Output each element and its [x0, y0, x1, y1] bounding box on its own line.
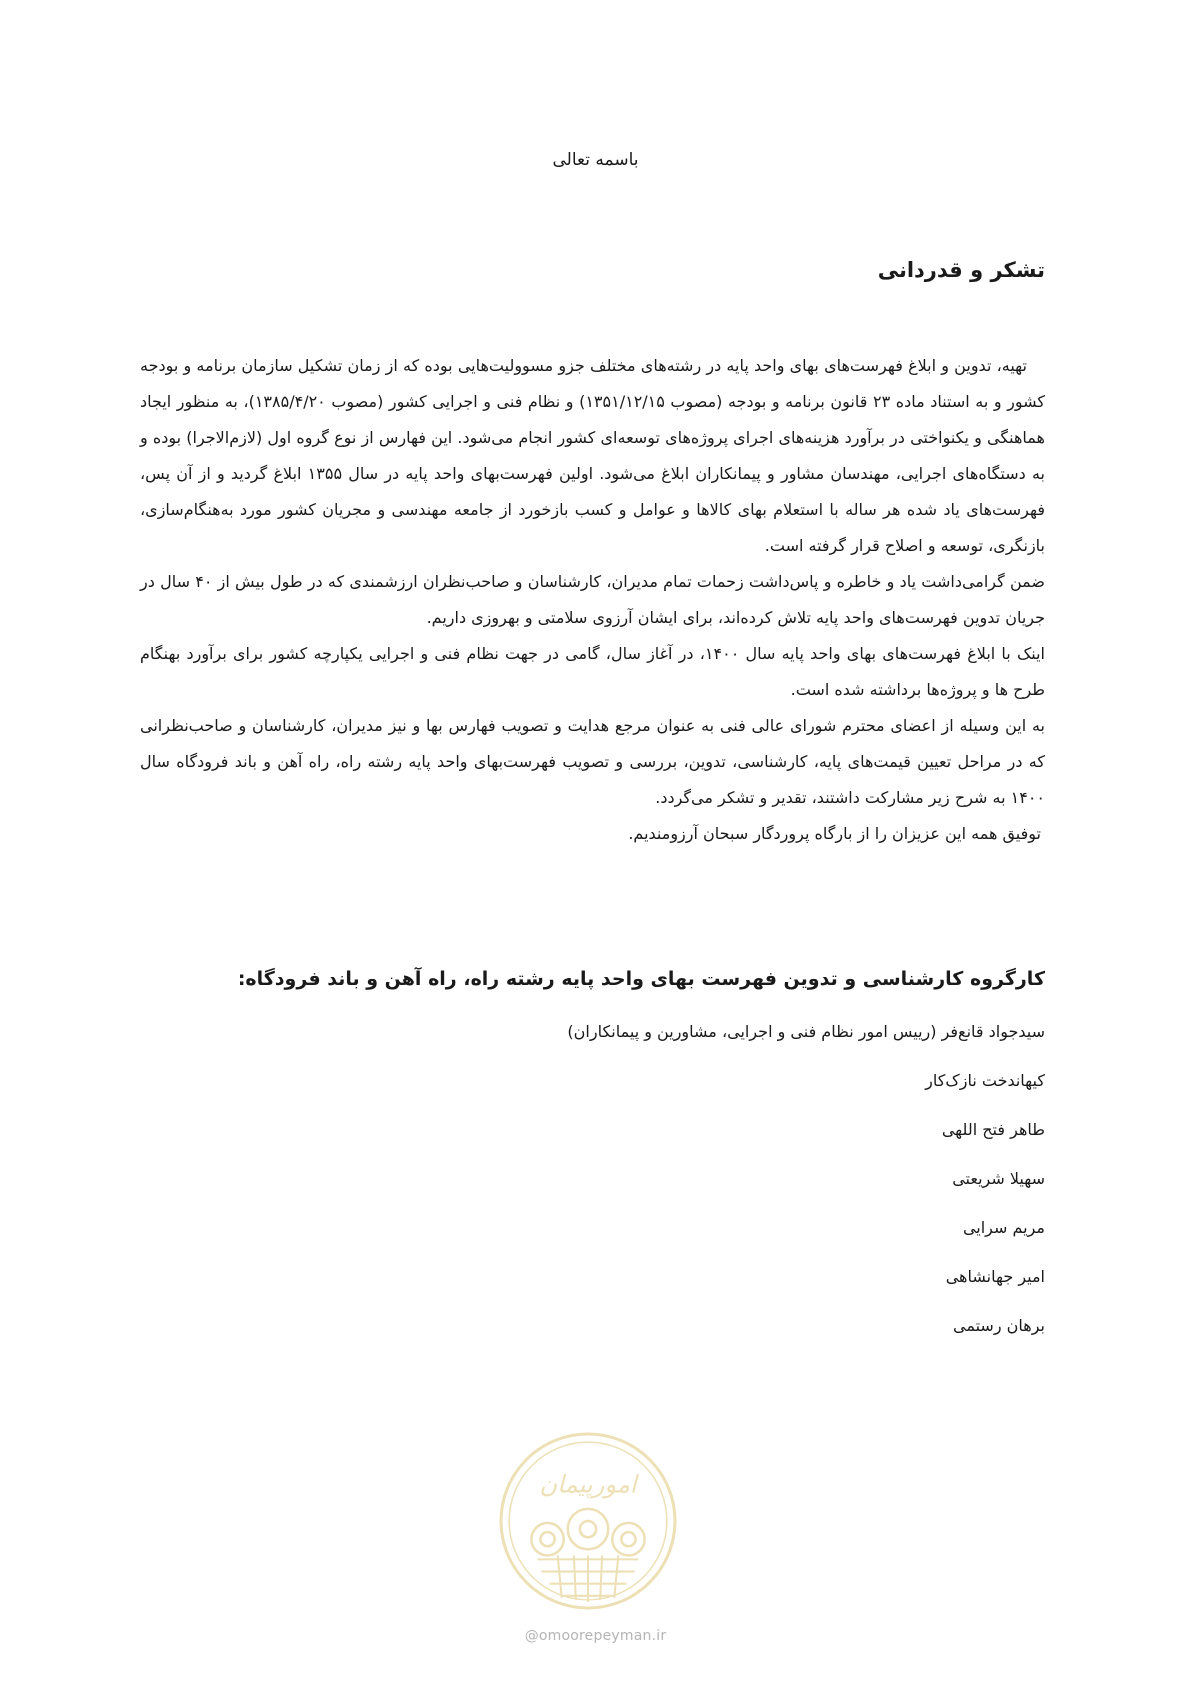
- grid-icon: [537, 1555, 638, 1602]
- member-item: امیر جهانشاهی: [945, 1267, 1045, 1286]
- acknowledgement-body: [140, 348, 1045, 852]
- paragraph-commemoration: ضمن گرامی‌داشت یاد و خاطره و پاس‌داشت زحمات تمام مدیران، کارشناسان و صاحب‌نظران ارزشمندی که در طول بیش از ۴۰ سال در جریان تدوین فهرست‌های واحد پایه تلاش کرده‌اند، برای ایشان آرزوی سلامتی و بهروزی داریم.: [140, 572, 1045, 627]
- member-item: برهان رستمی: [953, 1316, 1045, 1335]
- bismillah: باسمه تعالی: [552, 150, 639, 170]
- paragraph-announcement: اینک با ابلاغ فهرست‌های بهای واحد پایه سال ۱۴۰۰، در آغاز سال، گامی در جهت نظام فنی و اجرایی یکپارچه کشور برای برآورد بهنگام طرح ها و پروژه‌ها برداشته شده است.: [140, 644, 1045, 699]
- member-item: طاهر فتح اللهی: [941, 1120, 1045, 1139]
- paragraph-closing: توفیق همه این عزیزان را از بارگاه پروردگار سبحان آرزومندیم.: [628, 824, 1041, 843]
- omoore-peyman-logo: [497, 1430, 679, 1612]
- logo-text: امورپیمان: [539, 1469, 637, 1499]
- working-group-title: کارگروه کارشناسی و تدوین فهرست بهای واحد پایه رشته راه، راه آهن و باند فرودگاه:: [237, 968, 1045, 990]
- working-group-members: [567, 1020, 1045, 1363]
- gears-icon: [531, 1509, 644, 1556]
- page-title: تشکر و قدردانی: [877, 258, 1045, 282]
- member-item: مریم سرایی: [962, 1218, 1045, 1237]
- paragraph-intro: تهیه، تدوین و ابلاغ فهرست‌های بهای واحد پایه در رشته‌های مختلف جزو مسوولیت‌هایی بوده که از زمان تشکیل سازمان برنامه و بودجه کشور و به استناد ماده ۲۳ قانون برنامه و بودجه (مصوب ۱۳۵۱/۱۲/۱۵) و نظام فنی و اجرایی کشور (مصوب ۱۳۸۵/۴/۲۰)، به منظور ایجاد هماهنگی و یکنواختی در برآورد هزینه‌های اجرای پروژه‌های توسعه‌ای کشور انجام می‌شود. این فهارس از نوع گروه اول (لازم‌الاجرا) بوده و به دستگاه‌های اجرایی، مهندسان مشاور و پیمانکاران ابلاغ می‌شود. اولین فهرست‌بهای واحد پایه در سال ۱۳۵۵ ابلاغ گردید و از آن پس، فهرست‌های یاد شده هر ساله با استعلام بهای کالاها و عوامل و کسب بازخورد از جامعه مهندسی و مجریان کشور مورد به‌هنگام‌سازی، بازنگری، توسعه و اصلاح قرار گرفته است.: [140, 356, 1046, 555]
- member-item: سیدجواد قانع‌فر (رییس امور نظام فنی و اجرایی، مشاورین و پیمانکاران): [567, 1022, 1045, 1041]
- member-item: کیهاندخت نازک‌کار: [925, 1071, 1045, 1090]
- website-watermark: @omoorepeyman.ir: [524, 1628, 667, 1644]
- paragraph-thanks: به این وسیله از اعضای محترم شورای عالی فنی به عنوان مرجع هدایت و تصویب فهارس بها و نیز مدیران، کارشناسان و صاحب‌نظرانی که در مراحل تعیین قیمت‌های پایه، کارشناسی، تدوین، بررسی و تصویب فهرست‌بهای واحد پایه رشته راه، راه آهن و باند فرودگاه سال ۱۴۰۰ به شرح زیر مشارکت داشتند، تقدیر و تشکر می‌گردد.: [140, 716, 1045, 807]
- member-item: سهیلا شریعتی: [952, 1169, 1045, 1188]
